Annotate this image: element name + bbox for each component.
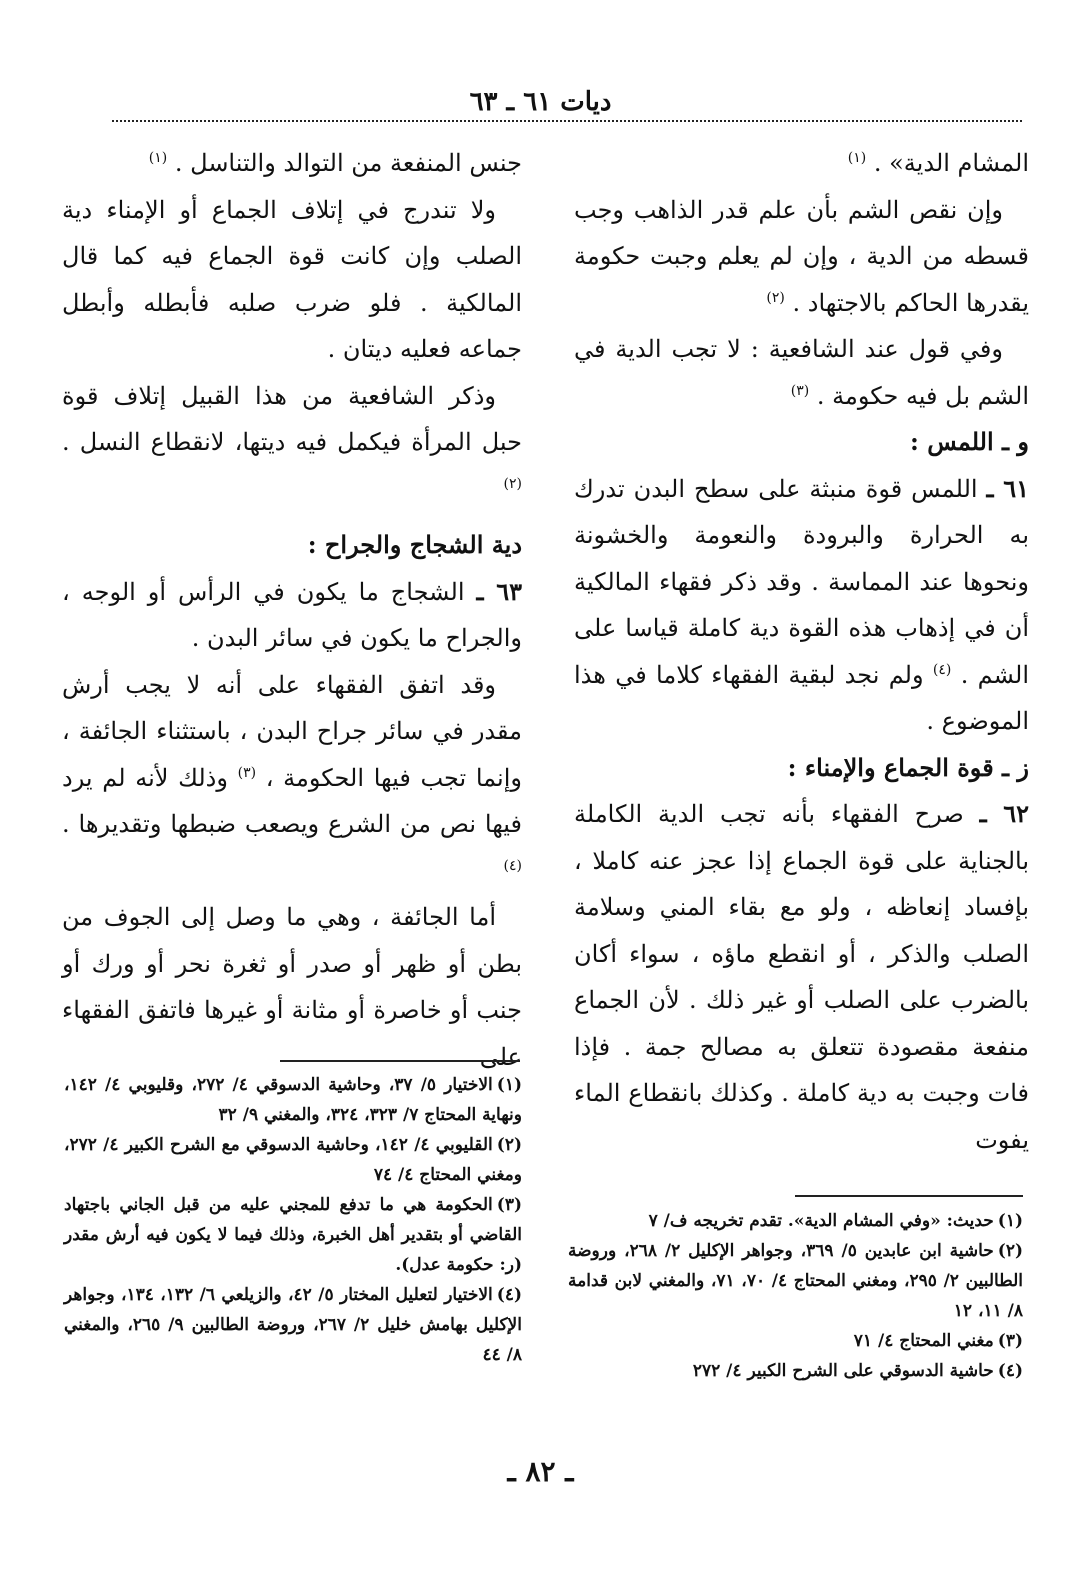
footnotes-left bbox=[64, 1070, 522, 1370]
paragraph: وقد اتفق الفقهاء على أنه لا يجب أرش مقدر في سائر جراح البدن ، باستثناء الجائفة ، وإنما تجب فيها الحكومة ، $^{(٣)}$ وذلك لأنه لم يرد فيها نص من الشرع ويصعب ضبطها وتقديرها . $^{(٤)}$ bbox=[62, 670, 522, 874]
header-dotted-rule bbox=[112, 120, 1022, 122]
footnotes-right bbox=[568, 1206, 1023, 1386]
section-heading-touch: و ـ اللمس : bbox=[910, 427, 1029, 456]
footnote: (٢)حاشية ابن عابدين ٥/ ٣٦٩، وجواهر الإكليل ٢/ ٢٦٨، وروضة الطالبين ٢/ ٢٩٥، ومغني المحتاج ٤/ ٧٠، ٧١، والمغني لابن قدامة ٨/ ١١، ١٢ bbox=[568, 1241, 1024, 1321]
paragraph: ولا تندرج في إتلاف الجماع أو الإمناء دية الصلب وإن كانت قوة الجماع فيه كما قال المالكية . فلو ضرب صلبه فأبطله وأبطل جماعه فعليه ديتان . bbox=[62, 195, 522, 363]
section-heading-intercourse: ز ـ قوة الجماع والإمناء : bbox=[787, 752, 1029, 782]
footnote: (١)الاختيار ٥/ ٣٧، وحاشية الدسوقي ٤/ ٢٧٢، وقليوبي ٤/ ١٤٢، ونهاية المحتاج ٧/ ٣٢٣، ٣٢٤، والمغني ٩/ ٣٢ bbox=[64, 1075, 523, 1125]
paragraph-62: ٦٢ ـ صرح الفقهاء بأنه تجب الدية الكاملة بالجناية على قوة الجماع إذا عجز عنه كاملا ، بإفساد إنعاظه ، ولو مع بقاء المني وسلامة الصلب والذكر ، أو انقطع ماؤه ، سواء أكان بالضرب على الصلب أو غير ذلك . لأن الجماع منفعة مقصودة تتعلق به مصالح جمة . فإذا فات وجبت به دية كاملة . وكذلك بانقطاع الماء يفوت bbox=[574, 799, 1029, 1154]
paragraph-63: ٦٣ ـ الشجاج ما يكون في الرأس أو الوجه ، والجراح ما يكون في سائر البدن . bbox=[62, 576, 522, 652]
footnote-rule bbox=[795, 1195, 1023, 1197]
footnote-rule bbox=[280, 1060, 520, 1062]
footnote: (٣)مغني المحتاج ٤/ ٧١ bbox=[853, 1331, 1023, 1351]
paragraph-61: ٦١ ـ اللمس قوة منبثة على سطح البدن تدرك به الحرارة والبرودة والنعومة والخشونة ونحوها عند المماسة . وقد ذكر فقهاء المالكية أن في إذهاب هذه القوة دية كاملة قياسا على الشم . $^{(٤)}$ ولم نجد لبقية الفقهاء كلاما في هذا الموضوع . bbox=[574, 473, 1029, 735]
right-column bbox=[574, 140, 1029, 1163]
section-heading-wounds: دية الشجاج والجراح : bbox=[307, 530, 522, 559]
footnote: (١)حديث: «وفي المشام الدية». تقدم تخريجه ف/ ٧ bbox=[648, 1211, 1023, 1231]
paragraph: المشام الدية» . $^{(١)}$ bbox=[847, 149, 1029, 177]
paragraph: أما الجائفة ، وهي ما وصل إلى الجوف من بطن أو ظهر أو صدر أو ثغرة نحر أو ورك أو جنب أو خاصرة أو مثانة أو غيرها فاتفق الفقهاء على bbox=[62, 903, 522, 1071]
paragraph: وذكر الشافعية من هذا القبيل إتلاف قوة حبل المرأة فيكمل فيه ديتها، لانقطاع النسل . $^{(٢)}$ bbox=[62, 381, 522, 492]
paragraph: جنس المنفعة من التوالد والتناسل . $^{(١)}$ bbox=[148, 149, 522, 177]
paragraph: وإن نقص الشم بأن علم قدر الذاهب وجب قسطه من الدية ، وإن لم يعلم وجبت حكومة يقدرها الحاكم بالاجتهاد . $^{(٢)}$ bbox=[574, 195, 1029, 317]
paragraph: وفي قول عند الشافعية : لا تجب الدية في الشم بل فيه حكومة . $^{(٣)}$ bbox=[574, 335, 1029, 410]
footnote: (٢)القليوبي ٤/ ١٤٢، وحاشية الدسوقي مع الشرح الكبير ٤/ ٢٧٢، ومغني المحتاج ٤/ ٧٤ bbox=[64, 1135, 522, 1185]
footnote: (٤)حاشية الدسوقي على الشرح الكبير ٤/ ٢٧٢ bbox=[692, 1361, 1023, 1381]
footnote: (٤)الاختيار لتعليل المختار ٥/ ٤٢، والزيلعي ٦/ ١٣٢، ١٣٤، وجواهر الإكليل بهامش خليل ٢/ ٢٦٧، وروضة الطالبين ٩/ ٢٦٥، والمغني ٨/ ٤٤ bbox=[64, 1285, 523, 1365]
running-header: ديات ٦١ ـ ٦٣ bbox=[469, 87, 612, 117]
page-number: ـ ٨٢ ـ bbox=[507, 1455, 574, 1488]
left-column bbox=[62, 140, 522, 1080]
footnote: (٣)الحكومة هي ما تدفع للمجني عليه من قبل الجاني باجتهاد القاضي أو بتقدير أهل الخبرة، وذلك فيما لا يكون فيه أرش مقدر (ر: حكومة عدل). bbox=[64, 1195, 522, 1275]
